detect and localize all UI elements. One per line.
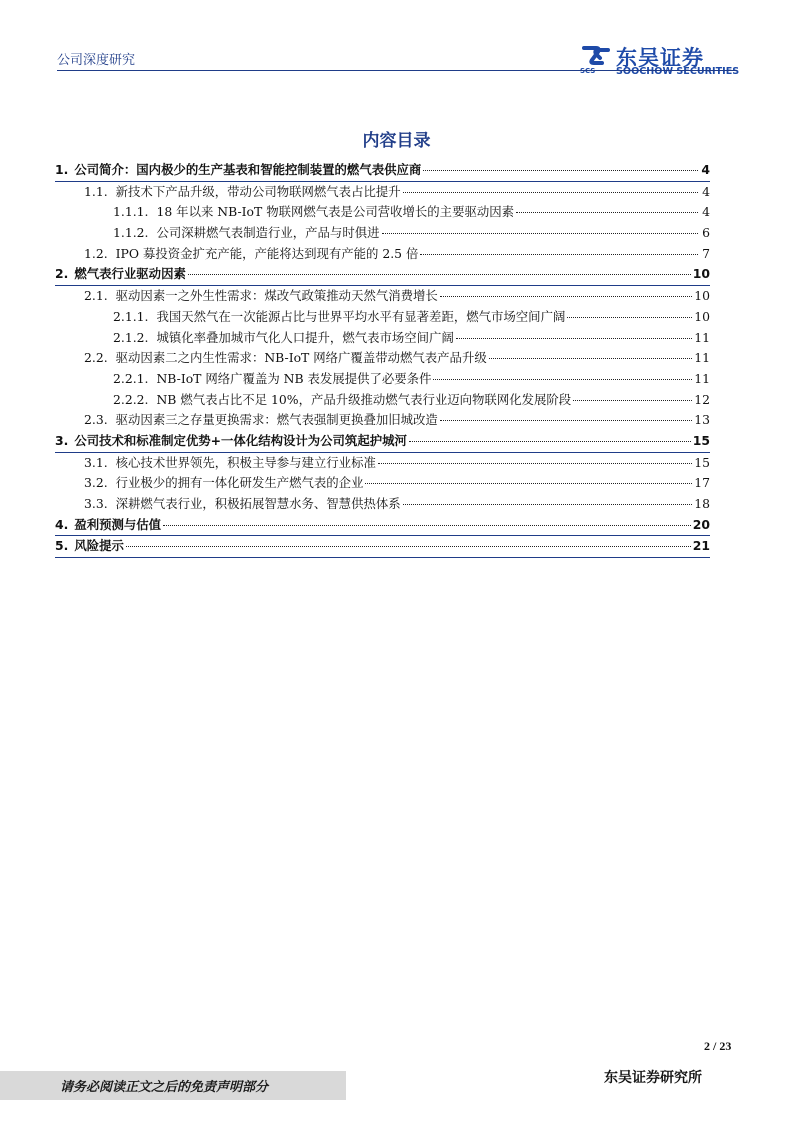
header-rule [57, 70, 737, 71]
logo-mark-text: SCS [580, 67, 596, 75]
toc-entry-page: 11 [694, 370, 710, 386]
toc-entry-number: 1.1.2. [113, 225, 149, 241]
toc-entry-title: NB-IoT 网络广覆盖为 NB 表发展提供了必要条件 [156, 370, 432, 386]
toc-entry-title: NB 燃气表占比不足 10%，产品升级推动燃气表行业迈向物联网化发展阶段 [156, 391, 572, 407]
toc-entry[interactable] [55, 515, 710, 537]
toc-leader-dots [489, 358, 692, 359]
toc-entry-number: 3.3. [84, 496, 108, 511]
toc-entry-title: 公司简介：国内极少的生产基表和智能控制装置的燃气表供应商 [74, 162, 422, 177]
toc-entry-page: 4 [702, 183, 710, 199]
toc-leader-dots [516, 212, 698, 213]
toc-leader-dots [573, 400, 692, 401]
toc-entry-page: 10 [694, 288, 710, 304]
toc-entry-title: 新技术下产品升级，带动公司物联网燃气表占比提升 [115, 183, 401, 199]
toc-entry-number: 3. [55, 432, 69, 448]
toc-entry-page: 18 [694, 496, 710, 511]
toc-leader-dots [440, 296, 692, 297]
toc-entry[interactable] [55, 453, 710, 474]
toc-leader-dots [126, 546, 691, 547]
toc-entry-title: 行业极少的拥有一体化研发生产燃气表的企业 [115, 475, 364, 491]
toc-entry[interactable] [55, 369, 710, 390]
table-of-contents [55, 160, 710, 558]
toc-entry-number: 2.2.1. [113, 370, 149, 386]
toc-entry-number: 1.1. [84, 183, 108, 199]
toc-entry-number: 3.1. [84, 454, 108, 470]
toc-entry-page: 15 [694, 454, 710, 470]
toc-leader-dots [409, 441, 691, 442]
toc-entry-title: 公司技术和标准制定优势+一体化结构设计为公司筑起护城河 [74, 432, 407, 448]
page-indicator: 2 / 23 [704, 1039, 732, 1053]
toc-entry[interactable] [55, 182, 710, 203]
toc-entry-number: 2.3. [84, 412, 108, 428]
toc-entry-number: 4. [55, 516, 69, 532]
toc-leader-dots [423, 170, 698, 171]
logo-en: SOOCHOW SECURITIES [616, 66, 740, 77]
toc-entry-title: 18 年以来 NB-IoT 物联网燃气表是公司营收增长的主要驱动因素 [156, 204, 515, 220]
toc-entry-page: 7 [702, 245, 710, 261]
toc-leader-dots [440, 420, 692, 421]
toc-leader-dots [378, 463, 692, 464]
toc-entry-number: 3.2. [84, 475, 108, 491]
toc-entry-page: 4 [701, 162, 710, 177]
toc-entry[interactable] [55, 202, 710, 223]
toc-entry[interactable] [55, 307, 710, 328]
toc-entry-page: 4 [702, 204, 710, 220]
toc-entry-page: 21 [692, 538, 710, 554]
toc-entry[interactable] [55, 328, 710, 349]
toc-leader-dots [188, 274, 691, 275]
logo-cn: 东吴证券 [616, 46, 704, 70]
toc-title: 内容目录 [362, 131, 431, 151]
toc-entry-title: 核心技术世界领先，积极主导参与建立行业标准 [115, 454, 376, 470]
toc-entry-page: 6 [702, 225, 710, 241]
toc-entry-page: 12 [694, 391, 710, 407]
toc-entry-number: 1.2. [84, 245, 108, 261]
toc-entry-number: 2.1.1. [113, 308, 149, 324]
toc-entry[interactable] [55, 494, 710, 515]
toc-entry[interactable] [55, 244, 710, 265]
footer-disclaimer: 请务必阅读正文之后的免责声明部分 [60, 1080, 269, 1095]
toc-entry-number: 2.1. [84, 288, 108, 304]
toc-leader-dots [403, 192, 698, 193]
toc-entry-title: 城镇化率叠加城市气化人口提升，燃气表市场空间广阔 [156, 329, 454, 345]
toc-entry-number: 2.1.2. [113, 329, 149, 345]
toc-entry[interactable] [55, 264, 710, 286]
toc-entry-title: 驱动因素一之外生性需求：煤改气政策推动天然气消费增长 [115, 288, 438, 304]
toc-leader-dots [403, 504, 693, 505]
toc-leader-dots [567, 317, 692, 318]
toc-entry[interactable] [55, 473, 710, 494]
toc-leader-dots [163, 525, 691, 526]
toc-entry-number: 1. [55, 162, 69, 177]
brand-logo [578, 44, 738, 78]
toc-leader-dots [456, 338, 692, 339]
toc-entry-page: 11 [694, 329, 710, 345]
toc-leader-dots [365, 483, 692, 484]
toc-entry[interactable] [55, 536, 710, 558]
footer-institute: 东吴证券研究所 [604, 1070, 702, 1086]
toc-leader-dots [420, 254, 698, 255]
toc-entry-page: 13 [694, 412, 710, 428]
toc-entry-title: IPO 募投资金扩充产能，产能将达到现有产能的 2.5 倍 [115, 245, 419, 261]
toc-entry-title: 风险提示 [74, 538, 124, 554]
toc-entry-number: 5. [55, 538, 69, 554]
toc-entry[interactable] [55, 390, 710, 411]
toc-entry-title: 公司深耕燃气表制造行业，产品与时俱进 [156, 225, 380, 241]
toc-entry-title: 盈利预测与估值 [74, 516, 162, 532]
toc-entry-title: 驱动因素二之内生性需求：NB-IoT 网络广覆盖带动燃气表产品升级 [115, 350, 487, 366]
toc-entry[interactable] [55, 410, 710, 431]
toc-entry-page: 10 [694, 308, 710, 324]
header-category: 公司深度研究 [57, 53, 136, 68]
toc-leader-dots [382, 233, 699, 234]
toc-leader-dots [433, 379, 692, 380]
toc-entry[interactable] [55, 348, 710, 369]
toc-entry-title: 燃气表行业驱动因素 [74, 266, 186, 282]
toc-entry-page: 11 [694, 350, 710, 366]
toc-entry-number: 1.1.1. [113, 204, 149, 220]
toc-entry[interactable] [55, 223, 710, 244]
toc-entry-title: 深耕燃气表行业，积极拓展智慧水务、智慧供热体系 [115, 496, 401, 511]
toc-entry[interactable] [55, 286, 710, 307]
toc-entry-page: 20 [692, 516, 710, 532]
toc-entry-title: 驱动因素三之存量更换需求：燃气表强制更换叠加旧城改造 [115, 412, 438, 428]
toc-entry[interactable] [55, 431, 710, 453]
toc-entry-number: 2.2. [84, 350, 108, 366]
toc-entry-number: 2.2.2. [113, 391, 149, 407]
toc-entry-page: 17 [694, 475, 710, 491]
toc-entry-page: 10 [692, 266, 710, 282]
toc-entry-title: 我国天然气在一次能源占比与世界平均水平有显著差距，燃气市场空间广阔 [156, 308, 566, 324]
toc-entry[interactable] [55, 160, 710, 182]
toc-entry-page: 15 [692, 432, 710, 448]
toc-entry-number: 2. [55, 266, 69, 282]
